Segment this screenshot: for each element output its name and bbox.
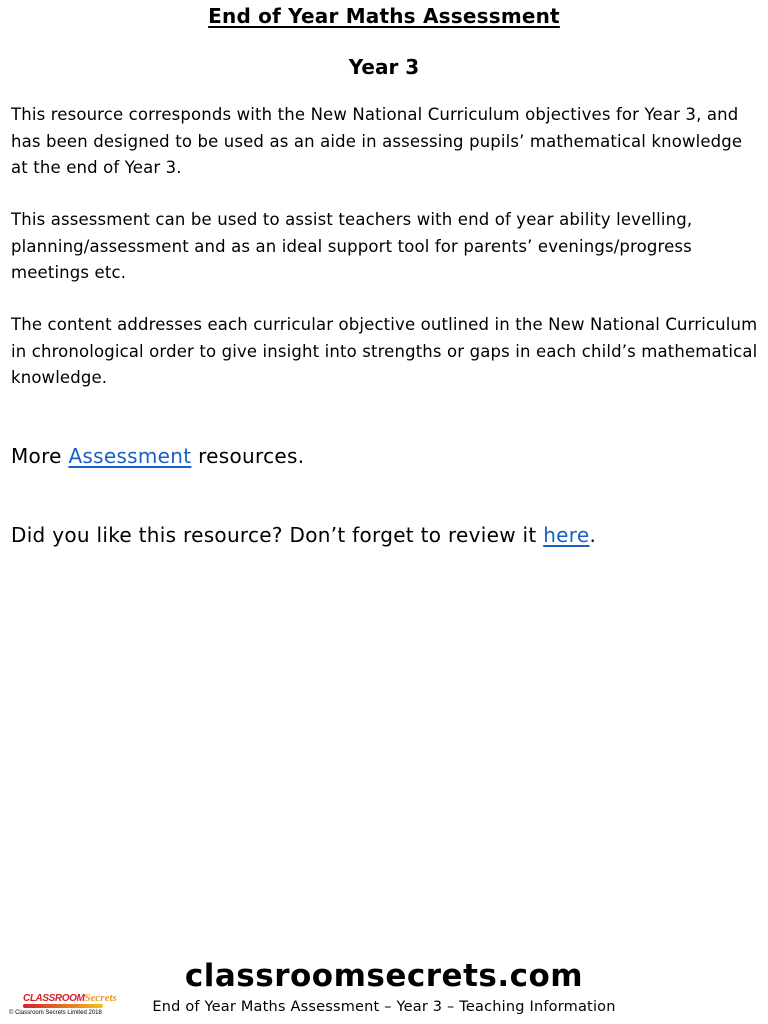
logo-word-secrets: Secrets	[84, 992, 117, 1004]
footer-site-name: classroomsecrets.com	[184, 958, 584, 994]
content-paragraph: The content addresses each curricular objective outlined in the New National Curriculum in chronological order to give insight into strengths or gaps in each child’s mathematical knowledge.	[11, 315, 758, 387]
review-suffix: .	[589, 523, 597, 547]
classroom-secrets-logo	[9, 992, 121, 1020]
logo-swoosh-icon	[23, 1004, 103, 1008]
assessment-link[interactable]: Assessment	[68, 444, 192, 468]
review-prefix: Did you like this resource? Don’t forget to review it	[11, 523, 544, 547]
copyright-notice: © Classroom Secrets Limited 2018	[9, 1010, 102, 1016]
more-prefix: More	[11, 444, 69, 468]
more-suffix: resources.	[191, 444, 305, 468]
logo-word-classroom: CLASSROOM	[23, 993, 85, 1004]
review-here-link[interactable]: here	[543, 523, 590, 547]
page-subtitle: Year 3	[348, 55, 420, 79]
usage-paragraph: This assessment can be used to assist teachers with end of year ability levelling, planning/assessment and as an ideal support tool for parents’ evenings/progress meetings etc.	[11, 210, 693, 282]
logo-wordmark	[23, 992, 117, 1004]
more-resources-line	[11, 442, 304, 470]
footer-caption: End of Year Maths Assessment – Year 3 – Teaching Information	[152, 999, 616, 1015]
intro-paragraph: This resource corresponds with the New National Curriculum objectives for Year 3, and has been designed to be used as an aide in assessing pupils’ mathematical knowledge at the end of Year 3.	[11, 105, 743, 177]
page-title: End of Year Maths Assessment	[208, 4, 560, 28]
review-prompt-line	[11, 521, 596, 549]
